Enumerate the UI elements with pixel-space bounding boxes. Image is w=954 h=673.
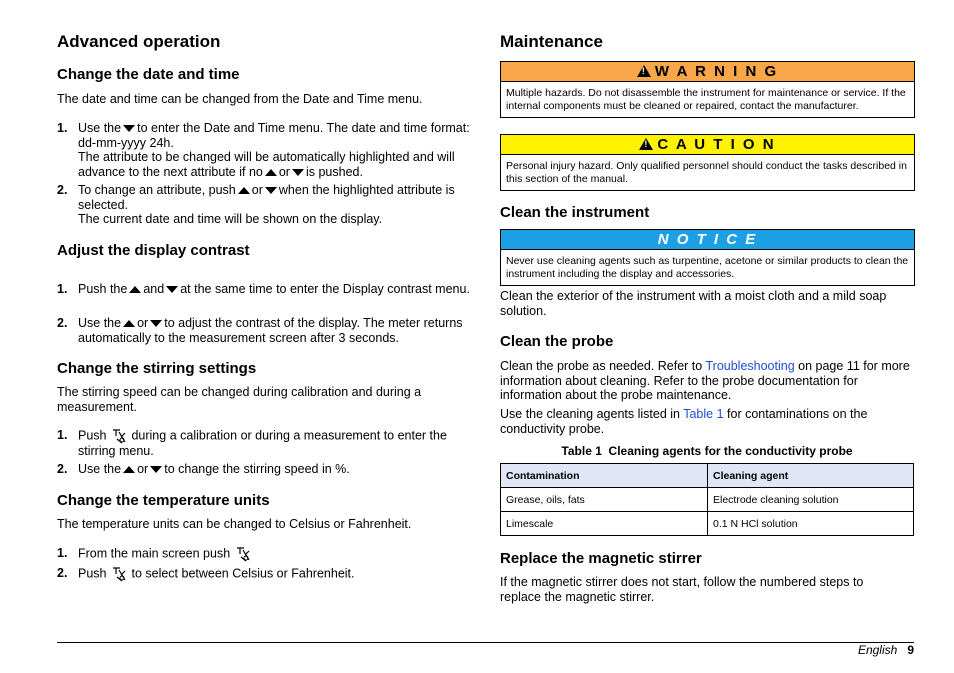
up-arrow-icon — [265, 169, 277, 176]
stirring-step-1: 1. Push during a calibration or during a measurement to enter the stirring menu. — [57, 428, 447, 458]
stirring-step-2: 2. Use the or to change the stirring speed in %. — [57, 462, 350, 476]
table-cell: 0.1 N HCl solution — [708, 512, 914, 536]
notice-box — [500, 229, 915, 286]
heading-stirring: Change the stirring settings — [57, 360, 257, 377]
table-cell: Electrode cleaning solution — [708, 488, 914, 512]
warning-box — [500, 61, 915, 118]
table-cell: Limescale — [501, 512, 708, 536]
temperature-intro: The temperature units can be changed to Celsius or Fahrenheit. — [57, 517, 412, 531]
date-time-step-2: 2. To change an attribute, push or when the highlighted attribute is selected. The current date and time will be shown on the display. — [57, 183, 455, 226]
caution-text: Personal injury hazard. Only qualified personnel should conduct the tasks described in this section of the manual. — [506, 160, 907, 185]
warning-triangle-icon — [637, 65, 651, 77]
footer-language: English — [857, 643, 898, 657]
temperature-step-1: 1. From the main screen push — [57, 546, 471, 562]
notice-text: Never use cleaning agents such as turpentine, acetone or similar products to clean the instrument including the display and accessories. — [506, 255, 909, 280]
troubleshooting-link[interactable]: Troubleshooting — [705, 359, 795, 373]
up-arrow-icon — [123, 320, 135, 327]
heading-clean-probe: Clean the probe — [500, 333, 614, 350]
down-arrow-icon — [150, 466, 162, 473]
caution-triangle-icon — [639, 138, 653, 150]
table-row — [501, 512, 914, 536]
caution-header: !C A U T I O N — [501, 135, 914, 155]
section-heading-advanced: Advanced operation — [57, 32, 221, 51]
warning-header: !W A R N I N G — [501, 62, 914, 82]
up-arrow-icon — [129, 286, 141, 293]
caution-box — [500, 134, 915, 191]
page-number: 9 — [907, 643, 914, 657]
table-row — [501, 488, 914, 512]
heading-temperature: Change the temperature units — [57, 492, 270, 509]
notice-header: N O T I C E — [501, 230, 914, 250]
page-footer — [858, 643, 914, 657]
stirring-intro: The stirring speed can be changed during calibration and during a measurement. — [57, 385, 422, 414]
table-1-link[interactable]: Table 1 — [683, 407, 724, 421]
column-header: Contamination — [501, 464, 708, 488]
table-cell: Grease, oils, fats — [501, 488, 708, 512]
cleaning-agents-table — [500, 463, 914, 536]
stir-key-icon — [111, 566, 127, 582]
heading-clean-instrument: Clean the instrument — [500, 204, 650, 221]
date-time-intro: The date and time can be changed from the Date and Time menu. — [57, 92, 423, 106]
column-header: Cleaning agent — [708, 464, 914, 488]
up-arrow-icon — [123, 466, 135, 473]
down-arrow-icon — [265, 187, 277, 194]
stir-key-icon — [111, 428, 127, 444]
section-heading-maintenance: Maintenance — [500, 32, 603, 51]
clean-instrument-text: Clean the exterior of the instrument with a moist cloth and a mild soap solution. — [500, 289, 887, 318]
heading-date-time: Change the date and time — [57, 66, 240, 83]
up-arrow-icon — [238, 187, 250, 194]
heading-contrast: Adjust the display contrast — [57, 242, 250, 259]
replace-stirrer-text: If the magnetic stirrer does not start, follow the numbered steps to replace the magnetic stirrer. — [500, 575, 864, 604]
date-time-step-1: 1. Use the to enter the Date and Time menu. The date and time format: dd-mm-yyyy 24h. The attribute to be changed will be automatically highlighted and will advance to the next attribute if no or is pushed. — [57, 121, 470, 179]
down-arrow-icon — [123, 125, 135, 132]
heading-replace-stirrer: Replace the magnetic stirrer — [500, 550, 702, 567]
clean-probe-paragraph-1: Clean the probe as needed. Refer to Troubleshooting on page 11 for more information about cleaning. Refer to the probe documentation for information about the probe maintenance. — [500, 359, 910, 402]
table-caption: Table 1 Cleaning agents for the conductivity probe — [561, 444, 853, 458]
down-arrow-icon — [292, 169, 304, 176]
clean-probe-paragraph-2: Use the cleaning agents listed in Table 1 for contaminations on the conductivity probe. — [500, 407, 868, 436]
contrast-step-2: 2. Use the or to adjust the contrast of the display. The meter returns automatically to the measurement screen after 3 seconds. — [57, 316, 463, 345]
stir-key-icon — [235, 546, 251, 562]
temperature-step-2: 2. Push to select between Celsius or Fahrenheit. — [57, 566, 355, 581]
down-arrow-icon — [150, 320, 162, 327]
table-header-row — [501, 464, 914, 488]
down-arrow-icon — [166, 286, 178, 293]
footer-divider — [57, 642, 914, 643]
contrast-step-1: 1. Push the and at the same time to enter the Display contrast menu. — [57, 282, 470, 296]
warning-text: Multiple hazards. Do not disassemble the instrument for maintenance or service. If the internal components must be cleaned or repaired, contact the manufacturer. — [506, 87, 906, 112]
